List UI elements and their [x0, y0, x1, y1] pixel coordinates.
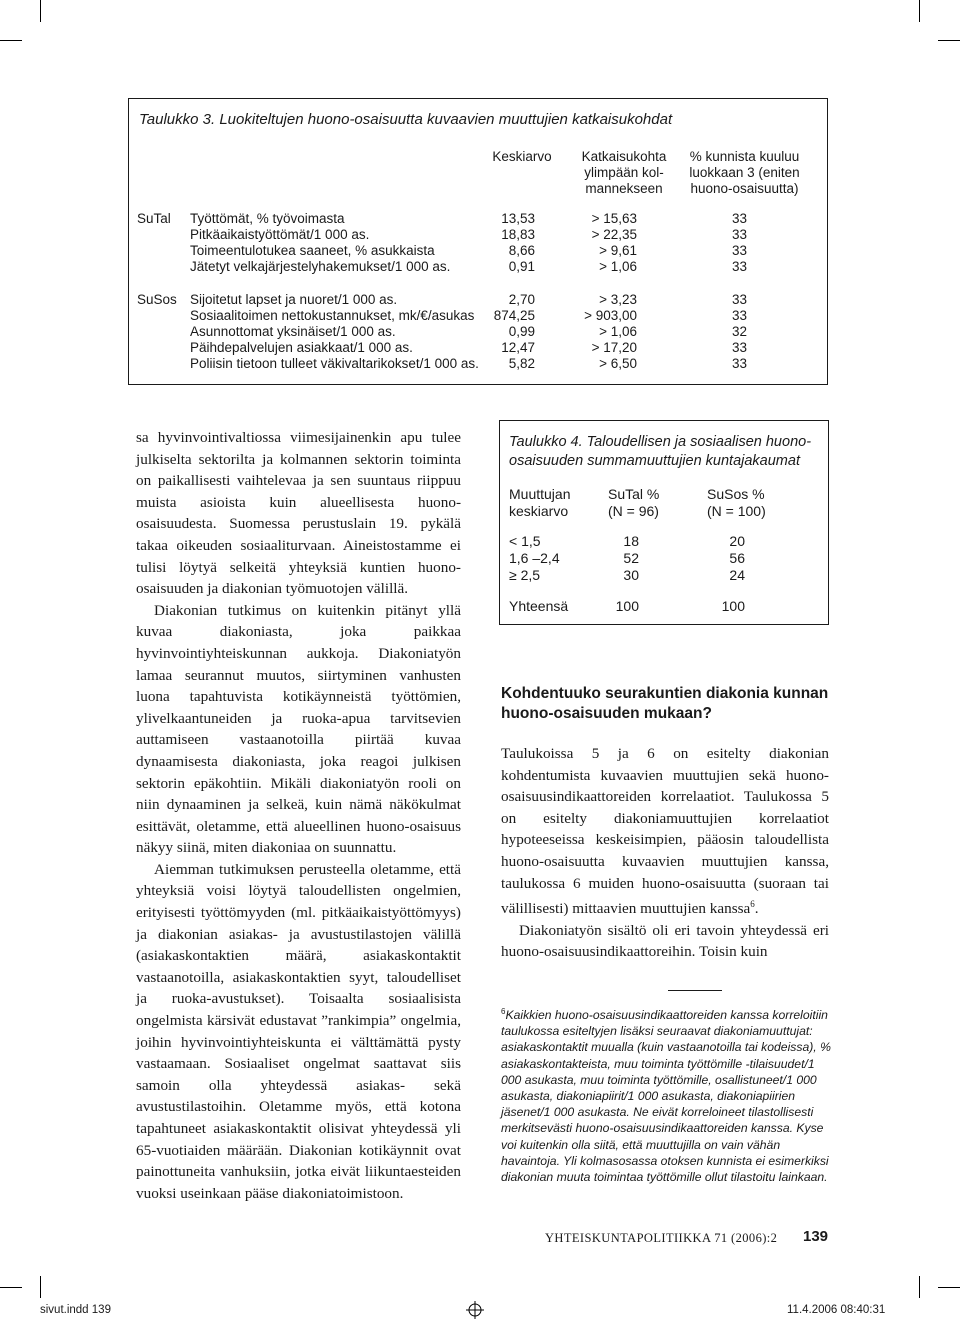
table-row: Asunnottomat yksinäiset/1 000 as. 0,99 > 1,06 32: [190, 324, 747, 339]
col-header-mean: Keskiarvo: [492, 149, 552, 164]
footnote: [501, 1004, 831, 1185]
table-row: 1,6 –2,4 52 56: [509, 550, 745, 566]
section-heading: Kohdentuuko seurakuntien diakonia kunnan huono-osaisuuden mukaan?: [501, 685, 829, 722]
table-row: Työttömät, % työvoimasta 13,53 > 15,63 33: [190, 211, 747, 226]
slug-file-info: sivut.indd 139: [40, 1304, 111, 1316]
crop-mark: [919, 1276, 920, 1298]
table-row: ≥ 2,5 30 24: [509, 567, 745, 583]
table-row: Pitkäaikaistyöttömät/1 000 as. 18,83 > 22,35 33: [190, 227, 747, 242]
footnote-reference: 6: [750, 899, 755, 910]
registration-mark-icon: [466, 1301, 484, 1319]
page-number: 139: [803, 1228, 829, 1245]
col-header-cutoff: Katkaisukohta ylimpään kol- mannekseen: [581, 149, 667, 196]
footnote-divider: [668, 990, 722, 991]
table-row: Toimeentulotukea saaneet, % asukkaista 8,66 > 9,61 33: [190, 243, 747, 258]
col-header-percent: % kunnista kuuluu luokkaan 3 (eniten huono-osaisuutta): [689, 149, 800, 196]
crop-mark: [919, 0, 920, 22]
group-label-sutal: SuTal: [137, 211, 171, 226]
running-head: YHTEISKUNTAPOLITIIKKA 71 (2006):2: [545, 1231, 778, 1245]
right-body-text: [501, 743, 829, 963]
table-header-row: keskiarvo (N = 96) (N = 100): [509, 503, 766, 519]
table-3: [128, 98, 828, 385]
crop-mark: [0, 1287, 22, 1288]
table-row: Sosiaalitoimen nettokustannukset, mk/€/asukas 874,25 > 903,00 33: [190, 308, 747, 323]
table-total-row: Yhteensä 100 100: [509, 598, 745, 614]
crop-mark: [938, 1287, 960, 1288]
paragraph: sa hyvinvointivaltiossa viimesijainenkin apu tulee julkiselta sektorilta ja kolmannen sektorin toiminta on paikallisesti vaihtelevaa ja sen suuntaus riippuu muista asioista kuin alueellisesta huono-osaisuudesta. Suomessa perustuslain 19. pykälä takaa oikeuden sosiaaliturvaan. Aineistostamme ei tulisi löytyä selkeitä yhteyksiä kuntien huono-osaisuuden ja diakonian työmuotojen välillä.: [136, 429, 461, 598]
crop-mark: [938, 40, 960, 41]
paragraph: Aiemman tutkimuksen perusteella oletamme, että yhteyksiä voisi löytyä taloudellisten ongelmien, erityisesti työttömyyden (ml. pitkäaikaistyöttömyys) ja diakonian asiakas- ja avustustilastojen välillä (asiakaskontaktien määrä, asiakaskontaktit vastaanotoilla, asiakaskontaktien syyt, taloudelliset ja ruoka-avustukset). Toisaalta sosiaalisista ongelmista kärsivät edustavat ”rankimpia” ongelmia, joihin hyvinvointiyhteiskunta ei välttämättä pysty vastaamaan. Sosiaaliset ongelmat saattavat siis samoin olla yhteydessä asiakas- sekä avustustilastoihin. Oletamme myös, että kotona tapahtuneet asiakaskontaktit olisivat yhteydessä yli 65-vuotiaiden määrään. Diakonian kotikäynnit ovat painottuneita vanhuksiin, jotka eivät liikuntaesteiden vuoksi useinkaan pääse diakoniatoimistoon.: [136, 860, 461, 1202]
table-3-caption: Taulukko 3. Luokiteltujen huono-osaisuutta kuvaavien muuttujien katkaisukohdat: [139, 111, 673, 128]
table-row: Sijoitetut lapset ja nuoret/1 000 as. 2,70 > 3,23 33: [190, 292, 747, 307]
slug-timestamp: 11.4.2006 08:40:31: [787, 1304, 886, 1316]
paragraph: Taulukoissa 5 ja 6 on esitelty diakonian kohdentumista kuvaavien muuttujien sekä huono-osaisuusindikaattoreiden korrelaatiot. Taulukossa 5 on esitelty diakoniamuuttujien korrelaatiot hypoteeseissa keskeisimpien, pääosin taloudellista huono-osaisuutta kuvaavien muuttujien kanssa, taulukossa 6 muiden huono-osaisuutta (suoraan tai välillisesti) mittaavien muuttujien kanssa$^6$.: [501, 745, 829, 918]
crop-mark: [0, 40, 22, 41]
footnote-text: Kaikkien huono-osaisuusindikaattoreiden kanssa korreloitiin taulukossa esiteltyjen lisäksi seuraavat diakoniamuuttujat: asiakaskontaktit muualla (kuin vastaanotoilla tai kodeissa), % asiakaskontakteista, muu toiminta työttömille -tilaisuudet/1 000 asukasta, muu toiminta työttömille, osallistuneet/1 000 asukasta, diakoniapiirit/1 000 asukasta, diakoniapiirien jäsenet/1 000 asukasta. Ne eivät korreloineet tilastollisesti merkitsevästi huono-osaisuusindikaattoreiden kanssa. Kyse voi kuitenkin olla siitä, että muuttujilla on vain vähän havaintoja. Yli kolmasosassa otoksen kunnista ei esimerkiksi diakonian muuta toimintaa työttömille ollut tilastoitu lainkaan.: [501, 1008, 831, 1185]
left-body-text: [136, 427, 461, 1204]
table-row: < 1,5 18 20: [509, 533, 745, 549]
footnote-mark: 6: [501, 1007, 506, 1016]
paragraph: Diakonian tutkimus on kuitenkin pitänyt yllä kuvaa diakoniasta, joka paikkaa hyvinvointiyhteiskunnan aukkoja. Diakoniatyön lamaa seurannut muutos, siirtyminen vanhusten luona tapahtuvista kotikäynneistä työttömien, ylivelkaantuneiden ja ruoka-apua tarvitsevien auttamiseen vastaanotoilla piirtää kuvaa dynaamisesta diakoniasta, joka reagoi julkisen sektorin epäkohtiin. Mikäli diakoniatyön rooli on niin dynaaminen ja selkeä, kuin nämä näkökulmat esittävät, oletamme, että alueellinen huono-osaisuus näkyy siinä, miten diakoniaa on suunnattu.: [136, 601, 461, 857]
table-4-caption: Taulukko 4. Taloudellisen ja sosiaalisen huono-osaisuuden summamuuttujien kuntajakaumat: [509, 434, 812, 469]
crop-mark: [40, 1276, 41, 1298]
group-label-susos: SuSos: [137, 292, 177, 307]
paragraph: Diakoniatyön sisältö oli eri tavoin yhteydessä eri huono-osaisuusindikaattoreihin. Toisin kuin: [501, 921, 829, 961]
crop-mark: [40, 0, 41, 22]
table-row: Jätetyt velkajärjestelyhakemukset/1 000 as. 0,91 > 1,06 33: [190, 259, 747, 274]
table-row: Poliisin tietoon tulleet väkivaltarikokset/1 000 as. 5,82 > 6,50 33: [190, 356, 747, 371]
table-header-row: Muuttujan SuTal % SuSos %: [509, 486, 765, 502]
table-4: [499, 420, 829, 625]
table-row: Päihdepalvelujen asiakkaat/1 000 as. 12,47 > 17,20 33: [190, 340, 747, 355]
